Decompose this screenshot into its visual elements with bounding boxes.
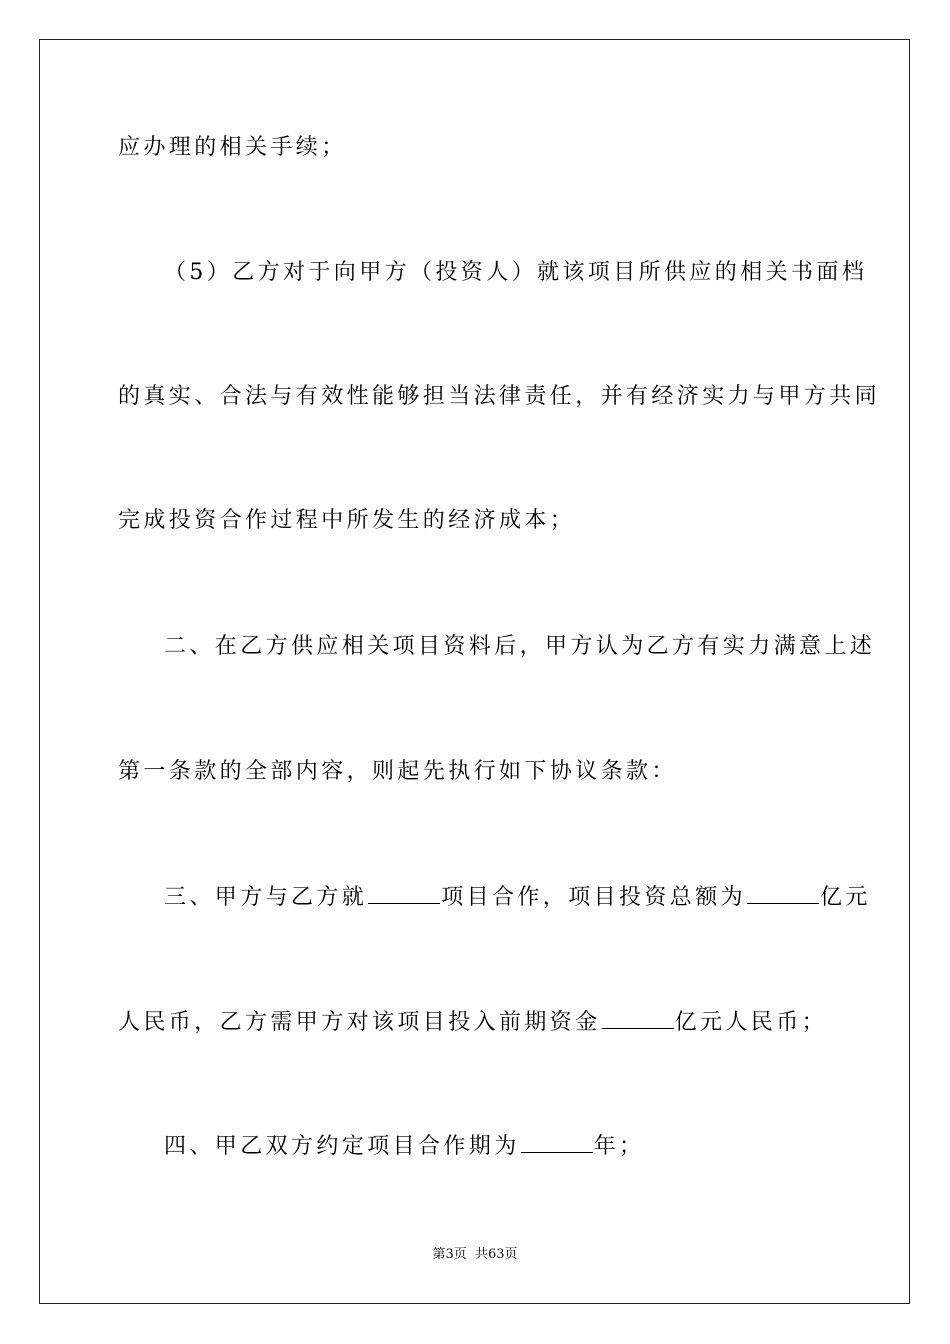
clause-3-text-e: 亿元人民币； [674,1010,828,1035]
page-total: 共63页 [474,1247,518,1262]
text-line: 应办理的相关手续； [118,135,347,160]
clause-3-text-b: 项目合作，项目投资总额为 [441,885,747,910]
clause-3-text-d: 人民币，乙方需甲方对该项目投入前期资金 [118,1010,601,1035]
text-line: 第一条款的全部内容，则起先执行如下协议条款： [118,759,677,784]
fill-in-blank [602,1008,674,1029]
clause-4-text-b: 年； [593,1134,645,1159]
fill-in-blank [747,883,819,904]
clause-3-text-a: 三、甲方与乙方就 [164,885,368,910]
fill-in-blank [521,1132,593,1153]
clause-4-text-a: 四、甲乙双方约定项目合作期为 [164,1134,520,1159]
clause-4-line [164,1132,884,1161]
page-footer [0,1246,950,1264]
text-line: 完成投资合作过程中所发生的经济成本； [118,508,576,533]
clause-3-line [164,883,884,912]
page-number: 第3页 [432,1247,467,1262]
text-line: 的真实、合法与有效性能够担当法律责任，并有经济实力与甲方共同 [118,384,881,409]
clause-3-text-c: 亿元 [820,885,871,910]
clause-3-continuation-line [118,1008,838,1037]
page-border [39,39,910,1304]
text-line: 二、在乙方供应相关项目资料后，甲方认为乙方有实力满意上述 [164,634,876,659]
text-line: （5）乙方对于向甲方（投资人）就该项目所供应的相关书面档 [164,260,868,285]
fill-in-blank [368,883,440,904]
